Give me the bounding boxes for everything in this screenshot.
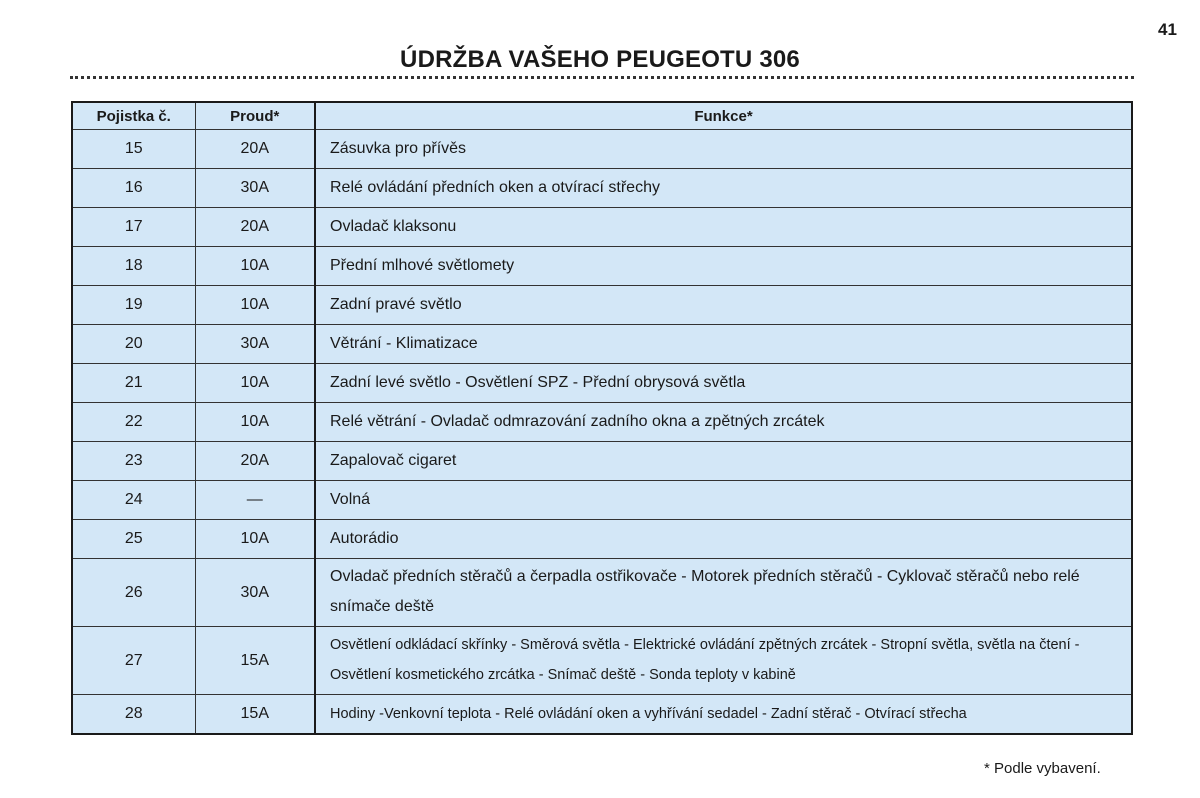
fuse-number: 25	[72, 520, 195, 559]
fuse-number: 23	[72, 442, 195, 481]
fuse-function: Osvětlení odkládací skřínky - Směrová světla - Elektrické ovládání zpětných zrcátek - Stropní světla, světla na čtení - Osvětlení kosmetického zrcátka - Snímač deště - Sonda teploty v kabině	[315, 627, 1132, 695]
fuse-number: 22	[72, 403, 195, 442]
fuse-current: 10A	[195, 364, 315, 403]
fuse-function: Zadní pravé světlo	[315, 286, 1132, 325]
fuse-function: Zadní levé světlo - Osvětlení SPZ - Přední obrysová světla	[315, 364, 1132, 403]
fuse-current: 10A	[195, 520, 315, 559]
header-fuse-number: Pojistka č.	[72, 102, 195, 130]
table-row	[72, 364, 1132, 403]
fuse-function: Ovladač předních stěračů a čerpadla ostřikovače - Motorek předních stěračů - Cyklovač stěračů nebo relé snímače deště	[315, 559, 1132, 627]
fuse-function: Relé ovládání předních oken a otvírací střechy	[315, 169, 1132, 208]
table-row	[72, 520, 1132, 559]
fuse-function: Zásuvka pro přívěs	[315, 130, 1132, 169]
dotted-divider	[70, 76, 1134, 79]
table-header-row	[72, 102, 1132, 130]
fuse-number: 28	[72, 695, 195, 735]
fuse-current: 30A	[195, 325, 315, 364]
fuse-number: 19	[72, 286, 195, 325]
fuse-number: 26	[72, 559, 195, 627]
table-row	[72, 325, 1132, 364]
fuse-current: 15A	[195, 695, 315, 735]
table-row	[72, 442, 1132, 481]
fuse-function: Relé větrání - Ovladač odmrazování zadního okna a zpětných zrcátek	[315, 403, 1132, 442]
header-current: Proud*	[195, 102, 315, 130]
fuse-current: 20A	[195, 130, 315, 169]
fuse-function: Větrání - Klimatizace	[315, 325, 1132, 364]
fuse-number: 27	[72, 627, 195, 695]
fuse-current: 15A	[195, 627, 315, 695]
fuse-current: 10A	[195, 247, 315, 286]
fuse-number: 16	[72, 169, 195, 208]
fuse-number: 24	[72, 481, 195, 520]
page-title: ÚDRŽBA VAŠEHO PEUGEOTU 306	[400, 46, 800, 73]
fuse-number: 15	[72, 130, 195, 169]
footnote: * Podle vybavení.	[984, 760, 1101, 777]
table-row	[72, 403, 1132, 442]
fuse-number: 21	[72, 364, 195, 403]
fuse-function: Ovladač klaksonu	[315, 208, 1132, 247]
fuse-current: 10A	[195, 286, 315, 325]
page-number: 41	[1158, 20, 1177, 39]
fuse-function: Hodiny -Venkovní teplota - Relé ovládání oken a vyhřívání sedadel - Zadní stěrač - Otvírací střecha	[315, 695, 1132, 735]
table-row	[72, 627, 1132, 695]
fuse-number: 20	[72, 325, 195, 364]
fuse-current: 30A	[195, 169, 315, 208]
table-row	[72, 247, 1132, 286]
header-function: Funkce*	[315, 102, 1132, 130]
fuse-function: Autorádio	[315, 520, 1132, 559]
fuse-function: Přední mlhové světlomety	[315, 247, 1132, 286]
fuse-current: 20A	[195, 442, 315, 481]
fuse-current: —	[195, 481, 315, 520]
table-row	[72, 559, 1132, 627]
fuse-number: 17	[72, 208, 195, 247]
fuse-current: 10A	[195, 403, 315, 442]
table-row	[72, 286, 1132, 325]
fuse-function: Zapalovač cigaret	[315, 442, 1132, 481]
table-row	[72, 208, 1132, 247]
fuse-table	[71, 101, 1133, 735]
table-row	[72, 130, 1132, 169]
fuse-current: 30A	[195, 559, 315, 627]
fuse-current: 20A	[195, 208, 315, 247]
table-row	[72, 481, 1132, 520]
table-row	[72, 695, 1132, 735]
fuse-function: Volná	[315, 481, 1132, 520]
table-row	[72, 169, 1132, 208]
fuse-number: 18	[72, 247, 195, 286]
